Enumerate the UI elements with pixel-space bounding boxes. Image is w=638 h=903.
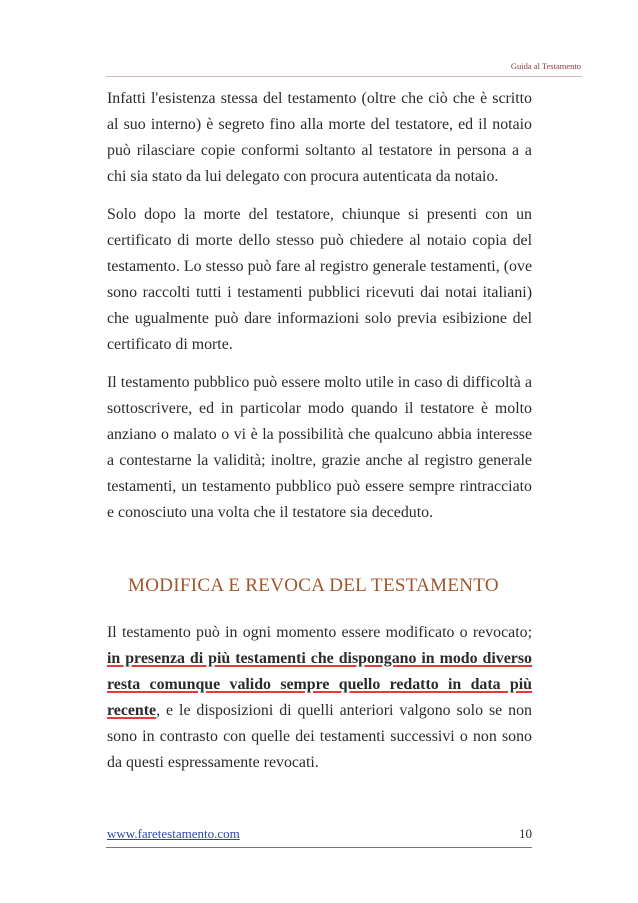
paragraph-secrecy: Infatti l'esistenza stessa del testamento (oltre che ciò che è scritto al suo interno) è segreto fino alla morte del testatore, ed il notaio può rilasciare copie conformi soltanto al testatore in persona a a chi sia stato da lui delegato con procura autenticata da notaio.	[107, 90, 532, 185]
emphasized-text: in presenza di più testamenti che dispongano in modo diverso resta comunque valido sempre quello redatto in data più recente	[107, 650, 532, 719]
website-link[interactable]: www.faretestamento.com	[107, 826, 240, 841]
header-divider	[106, 76, 582, 77]
paragraph-modification	[107, 620, 532, 776]
paragraph-after-death: Solo dopo la morte del testatore, chiunque si presenti con un certificato di morte dello stesso può chiedere al notaio copia del testamento. Lo stesso può fare al registro generale testamenti, (ove sono raccolti tutti i testamenti pubblici ricevuti dai notai italiani) che ugualmente può dare informazioni solo previa esibizione del certificato di morte.	[107, 206, 532, 353]
section-heading: MODIFICA E REVOCA DEL TESTAMENTO	[128, 575, 499, 596]
page-number: 10	[519, 826, 532, 841]
modification-text-start: Il testamento può in ogni momento essere modificato o revocato;	[107, 624, 532, 641]
paragraph-public-will: Il testamento pubblico può essere molto utile in caso di difficoltà a sottoscrivere, ed in particolar modo quando il testatore è molto anziano o malato o vi è la possibilità che qualcuno abbia interesse a contestarne la validità; inoltre, grazie anche al registro generale testamenti, un testamento pubblico può essere sempre rintracciato e conosciuto una volta che il testatore sia deceduto.	[107, 374, 532, 521]
footer-divider	[106, 847, 532, 848]
running-header: Guida al Testamento	[510, 61, 581, 71]
page-body	[107, 86, 532, 776]
modification-text-end: , e le disposizioni di quelli anteriori valgono solo se non sono in contrasto con quelle dei testamenti successivi o non sono da questi espressamente revocati.	[107, 702, 532, 771]
